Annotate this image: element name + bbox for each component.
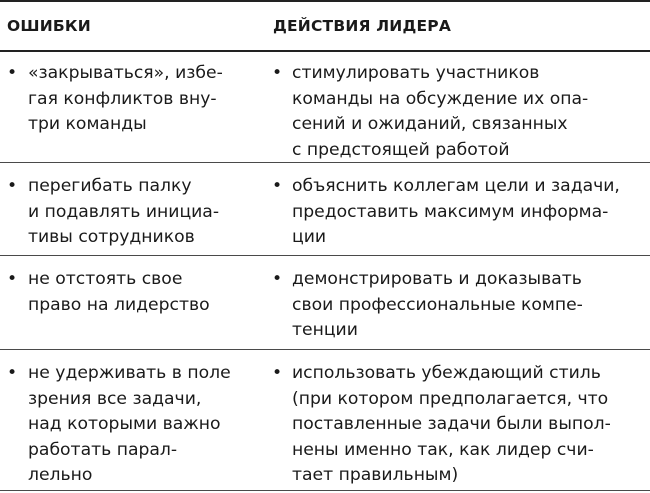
- bullet-marker: •: [7, 176, 18, 196]
- action-line: (при котором предполагается, что: [292, 388, 609, 409]
- error-line: не удерживать в поле: [28, 363, 231, 383]
- error-cell: [28, 61, 223, 138]
- action-line: стимулировать участников: [292, 63, 540, 83]
- action-line: ции: [292, 227, 327, 247]
- action-line: объяснить коллегам цели и задачи,: [292, 176, 620, 196]
- error-line: «закрываться», избе-: [28, 63, 223, 83]
- error-cell: [28, 267, 210, 318]
- action-line: поставленные задачи были выпол-: [292, 414, 611, 434]
- error-line: право на лидерство: [28, 294, 210, 315]
- action-cell: [292, 361, 611, 489]
- action-line: сений и ожиданий, связанных: [292, 114, 568, 134]
- action-line: команды на обсуждение их опа-: [292, 88, 589, 109]
- bullet-marker: •: [272, 176, 283, 196]
- action-line: демонстрировать и доказывать: [292, 269, 582, 289]
- row-divider: [0, 162, 650, 163]
- error-line: перегибать палку: [28, 176, 192, 196]
- error-line: тивы сотрудников: [28, 227, 195, 247]
- action-line: предоставить максимум информа-: [292, 201, 609, 222]
- action-cell: [292, 174, 620, 251]
- error-line: лельно: [28, 465, 93, 485]
- row-divider: [0, 349, 650, 350]
- action-line: использовать убеждающий стиль: [292, 363, 601, 383]
- error-line: гая конфликтов вну-: [28, 88, 217, 109]
- action-line: нены именно так, как лидер счи-: [292, 439, 594, 460]
- bullet-marker: •: [272, 363, 283, 383]
- header-rule: [0, 50, 650, 52]
- error-line: не отстоять свое: [28, 269, 183, 289]
- action-line: свои профессиональные компе-: [292, 294, 583, 315]
- header-leader-actions: ДЕЙСТВИЯ ЛИДЕРА: [273, 17, 452, 35]
- bullet-marker: •: [7, 269, 18, 289]
- bullet-marker: •: [272, 63, 283, 83]
- bullet-marker: •: [272, 269, 283, 289]
- header-errors: ОШИБКИ: [7, 17, 91, 35]
- error-line: и подавлять инициа-: [28, 201, 220, 222]
- error-line: над которыми важно: [28, 414, 221, 434]
- error-line: работать парал-: [28, 439, 178, 460]
- error-line: три команды: [28, 114, 147, 134]
- row-divider: [0, 255, 650, 256]
- bullet-marker: •: [7, 363, 18, 383]
- action-cell: [292, 267, 583, 344]
- error-cell: [28, 361, 231, 489]
- bullet-marker: •: [7, 63, 18, 83]
- action-cell: [292, 61, 588, 163]
- error-line: зрения все задачи,: [28, 388, 202, 409]
- error-cell: [28, 174, 219, 251]
- top-rule: [0, 0, 650, 2]
- bottom-rule: [0, 490, 650, 491]
- action-line: с предстоящей работой: [292, 139, 510, 160]
- action-line: тает правильным): [292, 465, 459, 485]
- action-line: тенции: [292, 320, 358, 340]
